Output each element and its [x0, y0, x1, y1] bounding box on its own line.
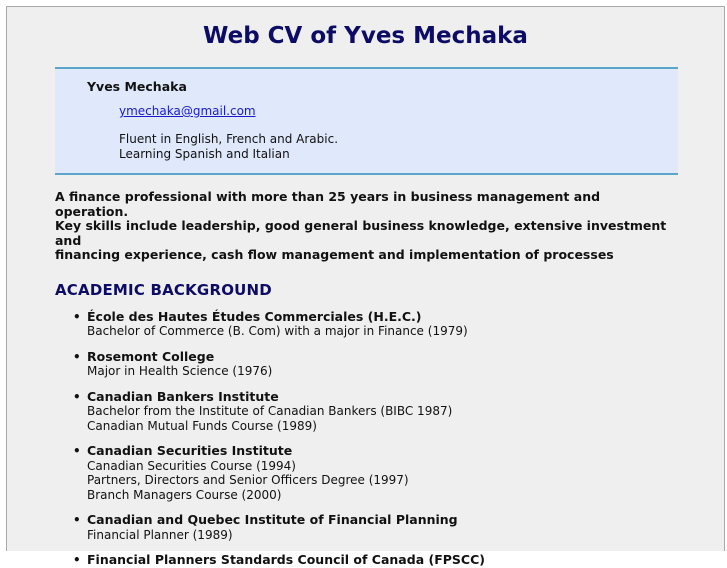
list-item: [87, 444, 724, 502]
school-detail: Partners, Directors and Senior Officers Degree (1997): [87, 473, 409, 487]
school-detail: Canadian Securities Course (1994): [87, 458, 296, 473]
school-name: • Canadian Securities Institute: [87, 443, 293, 458]
list-item: [87, 310, 724, 339]
page-title: Web CV of Yves Mechaka: [203, 23, 528, 49]
list-item: [87, 553, 724, 568]
summary-line: A finance professional with more than 25 years in business management and operation.: [55, 189, 601, 219]
contact-box: [55, 67, 678, 175]
school-name: • Financial Planners Standards Council of Canada (FPSCC): [87, 552, 485, 567]
email-link[interactable]: ymechaka@gmail.com: [119, 104, 256, 118]
school-detail: Bachelor from the Institute of Canadian Bankers (BIBC 1987): [87, 404, 453, 418]
languages-line: Learning Spanish and Italian: [119, 146, 290, 161]
school-name: • École des Hautes Études Commerciales (H.E.C.): [87, 308, 422, 324]
school-detail: Bachelor of Commerce (B. Com) with a major in Finance (1979): [87, 324, 468, 338]
languages-line: Fluent in English, French and Arabic.: [119, 132, 339, 146]
school-name: • Canadian Bankers Institute: [87, 388, 279, 404]
summary: [55, 190, 675, 263]
school-name: • Rosemont College: [87, 348, 215, 364]
cv-page: [6, 6, 725, 567]
summary-line: Key skills include leadership, good general business knowledge, extensive investment and: [55, 218, 667, 248]
summary-line: financing experience, cash flow management and implementation of processes: [55, 247, 614, 262]
school-detail: Major in Health Science (1976): [87, 364, 273, 378]
school-detail: Branch Managers Course (2000): [87, 487, 282, 502]
school-detail: Canadian Mutual Funds Course (1989): [87, 418, 317, 433]
academic-list: [7, 310, 724, 568]
list-item: [87, 390, 724, 434]
academic-heading: ACADEMIC BACKGROUND: [55, 280, 272, 299]
school-detail: Financial Planner (1989): [87, 527, 233, 542]
languages: [119, 132, 678, 161]
list-item: [87, 513, 724, 542]
school-name: • Canadian and Quebec Institute of Financial Planning: [87, 512, 458, 527]
list-item: [87, 350, 724, 379]
contact-name: Yves Mechaka: [87, 79, 187, 94]
